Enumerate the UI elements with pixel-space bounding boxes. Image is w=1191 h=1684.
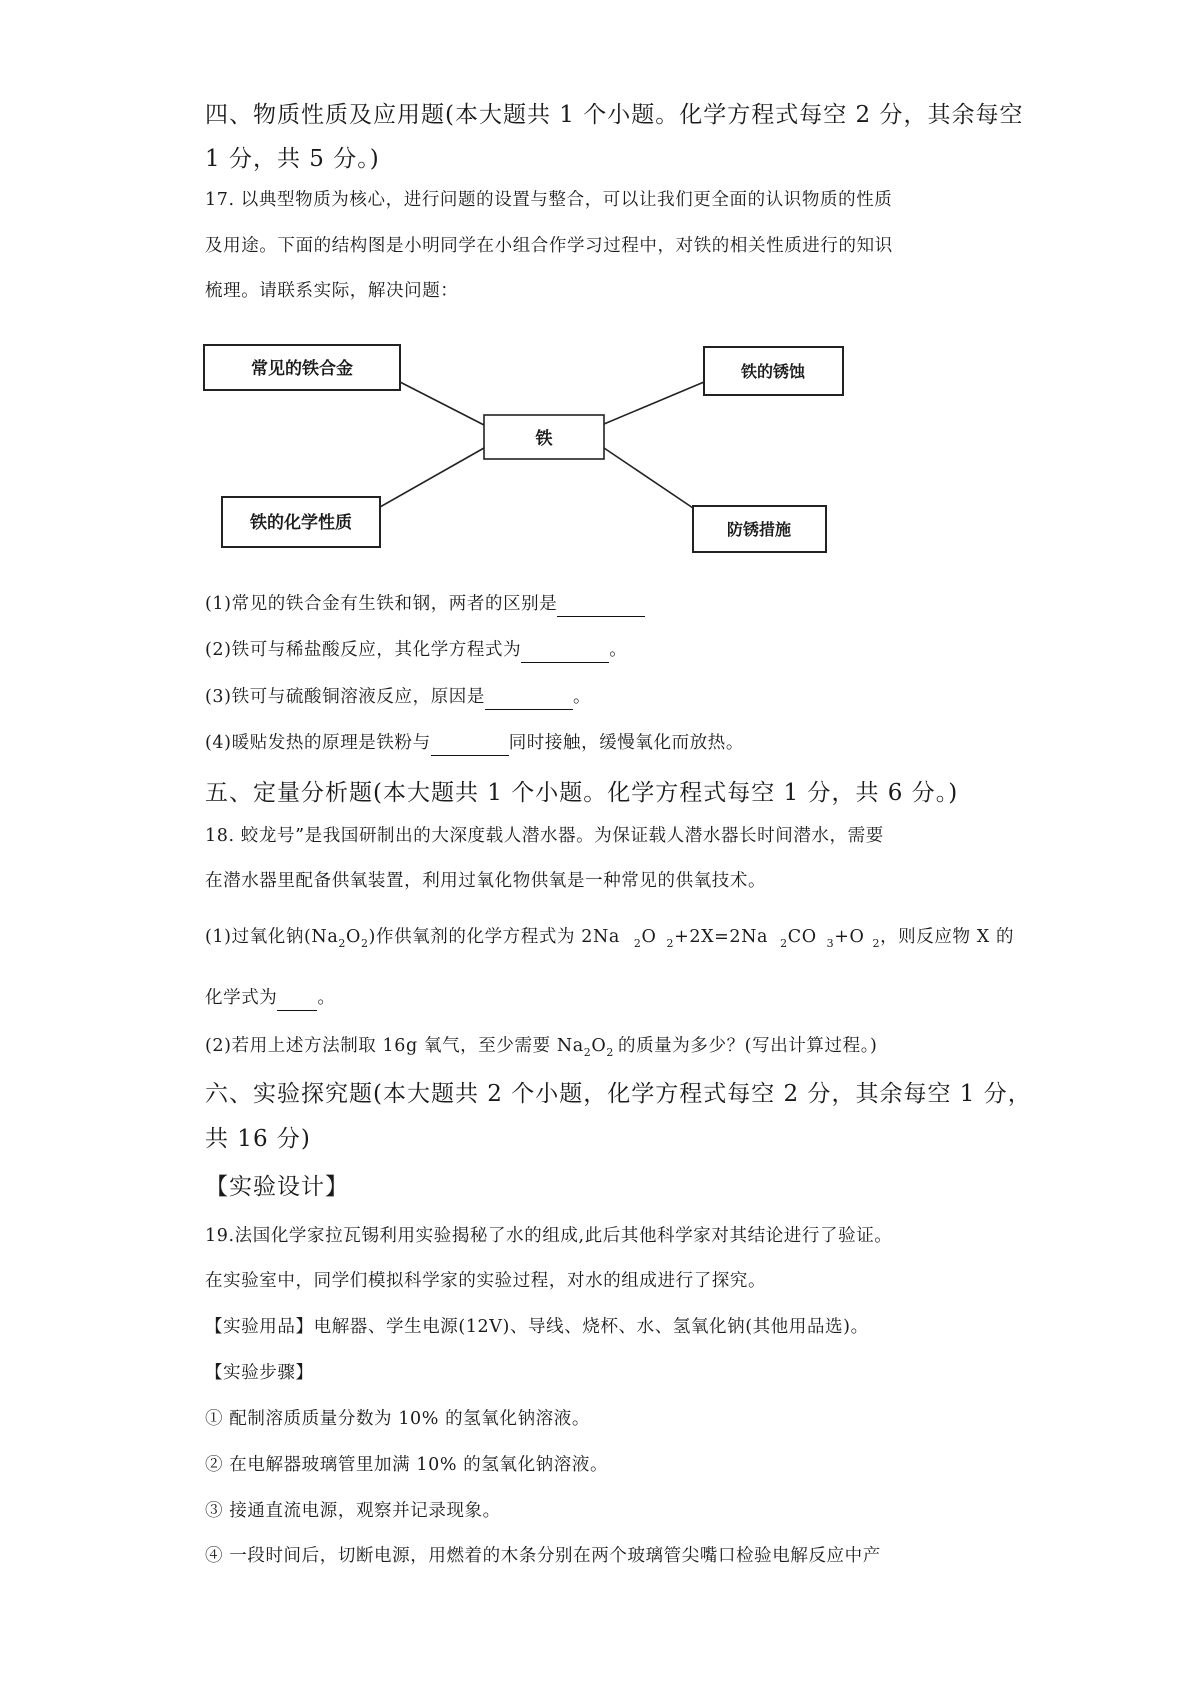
connector-bottom-left [380, 448, 484, 507]
q17-intro-line1: 17. 以典型物质为核心，进行问题的设置与整合，可以让我们更全面的认识物质的性质 [205, 190, 893, 210]
connector-top-left [400, 382, 484, 425]
q17-sub4-end: 同时接触，缓慢氧化而放热。 [508, 733, 745, 753]
q18-intro-line1: 18. 蛟龙号”是我国研制出的大深度载人潜水器。为保证载人潜水器长时间潜水，需要 [205, 826, 884, 846]
q17-intro-line3: 梳理。请联系实际，解决问题： [205, 281, 459, 301]
q18-sub2-part: (2)若用上述方法制取 16g 氧气，至少需要 Na [205, 1036, 584, 1056]
q19-step2: ② 在电解器玻璃管里加满 10% 的氢氧化钠溶液。 [205, 1455, 609, 1475]
q18-sub1-line2-end: 。 [317, 988, 336, 1008]
node-top-right: 铁的锈蚀 [740, 362, 806, 381]
answer-blank[interactable] [431, 735, 509, 756]
q17-sub1-text: (1)常见的铁合金有生铁和钢，两者的区别是 [205, 594, 558, 614]
q18-sub1 [205, 923, 1014, 950]
section6-heading-line2: 共 16 分) [205, 1126, 311, 1152]
q18-sub1-part: ，则反应物 X 的 [880, 927, 1015, 947]
subscript: 2 [606, 1046, 614, 1059]
node-top-left: 常见的铁合金 [251, 359, 353, 379]
node-center: 铁 [535, 429, 553, 449]
q18-sub1-line2-text: 化学式为 [205, 988, 278, 1008]
q17-sub3 [205, 683, 591, 710]
section4-heading-line2: 1 分，共 5 分。) [205, 146, 380, 172]
subscript: 3 [826, 937, 835, 950]
subscript: 2 [780, 937, 788, 950]
answer-blank[interactable] [557, 596, 645, 617]
q18-intro-line2: 在潜水器里配备供氧装置，利用过氧化物供氧是一种常见的供氧技术。 [205, 871, 767, 891]
section6-heading-line1: 六、实验探究题(本大题共 2 个小题，化学方程式每空 2 分，其余每空 1 分， [205, 1081, 1032, 1107]
node-bottom-right: 防锈措施 [726, 520, 792, 539]
q18-sub2-part: O [591, 1036, 607, 1056]
q18-sub1-part: )作供氧剂的化学方程式为 2Na [368, 927, 620, 947]
q19-step4: ④ 一段时间后，切断电源，用燃着的木条分别在两个玻璃管尖嘴口检验电解反应中产 [205, 1546, 881, 1566]
q19-step1: ① 配制溶质质量分数为 10% 的氢氧化钠溶液。 [205, 1409, 590, 1429]
section6-design-title: 【实验设计】 [205, 1174, 349, 1200]
q17-sub4 [205, 729, 744, 756]
connector-bottom-right [604, 448, 693, 508]
q19-intro-line2: 在实验室中，同学们模拟科学家的实验过程，对水的组成进行了探究。 [205, 1271, 767, 1291]
node-bottom-left: 铁的化学性质 [250, 513, 352, 533]
connector-top-right [604, 382, 704, 424]
subscript: 2 [338, 937, 346, 950]
q19-materials: 【实验用品】电解器、学生电源(12V)、导线、烧杯、水、氢氧化钠(其他用品选)。 [205, 1317, 869, 1337]
q18-sub1-line2 [205, 984, 336, 1011]
q18-sub1-part: +O [834, 927, 865, 947]
answer-blank[interactable] [277, 990, 317, 1011]
q18-sub1-part: +2X=2Na [674, 927, 769, 947]
subscript: 2 [583, 1046, 592, 1059]
q19-steps-title: 【实验步骤】 [205, 1363, 314, 1383]
q17-intro-line2: 及用途。下面的结构图是小明同学在小组合作学习过程中，对铁的相关性质进行的知识 [205, 236, 893, 256]
q17-sub2 [205, 636, 627, 663]
answer-blank[interactable] [485, 689, 573, 710]
q18-sub1-part: O [345, 927, 361, 947]
q19-intro-line1: 19.法国化学家拉瓦锡利用实验揭秘了水的组成,此后其他科学家对其结论进行了验证。 [205, 1226, 893, 1246]
q17-sub1 [205, 590, 645, 617]
q19-step3: ③ 接通直流电源，观察并记录现象。 [205, 1501, 501, 1521]
q17-sub3-text: (3)铁可与硫酸铜溶液反应，原因是 [205, 687, 485, 707]
q17-sub2-text: (2)铁可与稀盐酸反应，其化学方程式为 [205, 640, 522, 660]
q18-sub1-part: (1)过氧化钠(Na [205, 927, 339, 947]
q18-sub2 [205, 1032, 877, 1059]
section5-heading: 五、定量分析题(本大题共 1 个小题。化学方程式每空 1 分，共 6 分。) [205, 780, 959, 806]
subscript: 2 [633, 937, 642, 950]
subscript: 2 [872, 937, 881, 950]
q17-sub3-end: 。 [573, 687, 592, 707]
subscript: 2 [666, 937, 675, 950]
answer-blank[interactable] [521, 642, 609, 663]
section4-heading-line1: 四、物质性质及应用题(本大题共 1 个小题。化学方程式每空 2 分，其余每空 [205, 102, 1024, 128]
q18-sub1-part: O [641, 927, 657, 947]
q18-sub2-part: 的质量为多少？(写出计算过程。) [617, 1036, 878, 1056]
iron-concept-diagram [0, 0, 1191, 560]
q17-sub2-end: 。 [609, 640, 628, 660]
q17-sub4-text: (4)暖贴发热的原理是铁粉与 [205, 733, 431, 753]
q18-sub1-part: CO [787, 927, 817, 947]
subscript: 2 [360, 937, 369, 950]
